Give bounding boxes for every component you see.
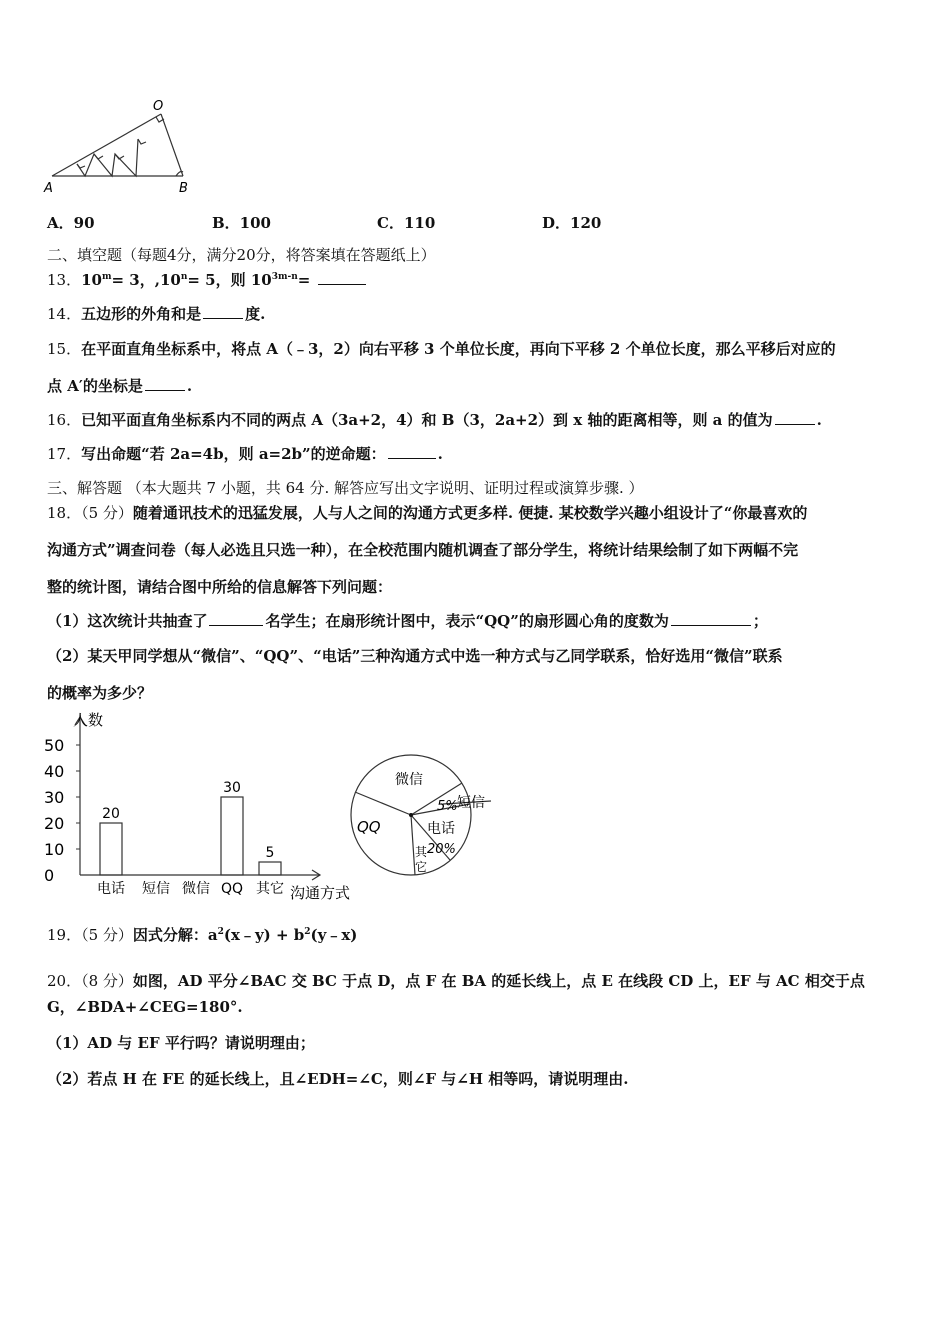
- option-d: D．120: [542, 214, 602, 232]
- question-18-part1: （1）这次统计共抽查了 名学生；在扇形统计图中，表示“QQ”的扇形圆心角的度数为 ；: [47, 612, 768, 630]
- category-label: 微信: [182, 881, 210, 897]
- pie-label-dianhua-pct: 20%: [427, 842, 456, 857]
- pie-label-weixin: 微信: [395, 772, 423, 788]
- x-axis-label: 沟通方式: [290, 884, 351, 902]
- y-tick-label: 20: [44, 814, 65, 833]
- y-tick-label: 0: [44, 866, 55, 885]
- question-18-line3: 整的统计图，请结合图中所给的信息解答下列问题：: [47, 578, 393, 596]
- option-c: C．110: [377, 214, 436, 232]
- right-angle-mark-3: [115, 154, 124, 159]
- right-angle-mark-4: [138, 139, 146, 144]
- section2-heading: 二、填空题（每题4分，满分20分，将答案填在答题纸上）: [47, 246, 436, 264]
- question-16: 16．已知平面直角坐标系内不同的两点 A（3a+2，4）和 B（3，2a+2）到 x 轴的距离相等，则 a 的值为 .: [47, 411, 822, 429]
- question-13: 13．$10^m= 3$，$,10^n= 5$，则 $10^{3m-n}=$: [47, 270, 368, 290]
- pie-label-qq: QQ: [357, 818, 381, 836]
- label-o: O: [153, 99, 164, 114]
- answer-blank: [203, 304, 243, 319]
- answer-blank: [209, 611, 263, 626]
- pie-label-duanxin-pct: 5%: [437, 799, 458, 814]
- pie-label-duanxin: 短信: [457, 795, 485, 811]
- answer-blank: [671, 611, 751, 626]
- question-15-line2: 点 A′的坐标是 .: [47, 377, 193, 395]
- triangle-figure: [40, 92, 210, 200]
- y-tick-label: 10: [44, 840, 65, 859]
- answer-blank: [775, 410, 815, 425]
- pie-label-qita-1: 其: [415, 845, 428, 859]
- right-angle-mark-1: [77, 164, 85, 168]
- pie-label-dianhua: 电话: [427, 821, 455, 837]
- question-15-line1: 15．在平面直角坐标系中，将点 A（﹣3，2）向右平移 3 个单位长度，再向下平移 2 个单位长度，那么平移后对应的: [47, 340, 836, 358]
- label-b: B: [179, 181, 188, 196]
- option-a: A．90: [47, 214, 95, 232]
- y-tick-label: 40: [44, 762, 65, 781]
- section3-heading: 三、解答题 （本大题共 7 小题，共 64 分. 解答应写出文字说明、证明过程或演算步骤. ）: [47, 479, 644, 497]
- question-17: 17．写出命题“若 2a=4b，则 a=2b”的逆命题： .: [47, 445, 443, 463]
- question-20-line2: G，∠BDA+∠CEG=180°.: [47, 998, 243, 1016]
- question-18-line2: 沟通方式”调查问卷（每人必选且只选一种），在全校范围内随机调查了部分学生，将统计结果绘制了如下两幅不完: [47, 541, 799, 559]
- bar-4: [221, 797, 243, 875]
- question-20-part2: （2）若点 H 在 FE 的延长线上，且∠EDH=∠C，则∠F 与∠H 相等吗，请说明理由.: [47, 1070, 629, 1088]
- bar-value-label: 5: [265, 845, 275, 861]
- pie-label-qita-2: 它: [415, 860, 428, 874]
- category-label: 短信: [142, 881, 170, 897]
- bar-value-label: 30: [223, 780, 241, 796]
- option-b: B．100: [212, 214, 271, 232]
- pie-center: [409, 813, 413, 817]
- segment-ob: [161, 114, 183, 176]
- y-tick-label: 30: [44, 788, 65, 807]
- right-angle-mark-2: [94, 154, 103, 159]
- pie-chart: [345, 752, 505, 882]
- answer-blank: [388, 444, 436, 459]
- slice-boundary-qq-weixin: [355, 792, 411, 815]
- bar-1: [100, 823, 122, 875]
- bar-5: [259, 862, 281, 875]
- question-14: 14．五边形的外角和是 度.: [47, 305, 266, 323]
- question-20-part1: （1）AD 与 EF 平行吗？请说明理由；: [47, 1034, 315, 1052]
- bar-value-label: 20: [102, 806, 120, 822]
- question-18-part2-line1: （2）某天甲同学想从“微信”、“QQ”、“电话”三种沟通方式中选一种方式与乙同学联系，恰好选用“微信”联系: [47, 647, 783, 665]
- category-label: 其它: [256, 881, 284, 897]
- segment-ao: [52, 114, 161, 176]
- bar-chart: [40, 705, 365, 905]
- question-19: 19．（5 分）因式分解：$a^2(x﹣y)$ + $b^2(y﹣x)$: [47, 926, 358, 944]
- category-label: 电话: [97, 881, 125, 897]
- question-20-line1: 20．（8 分）如图，AD 平分∠BAC 交 BC 于点 D，点 F 在 BA 的延长线上，点 E 在线段 CD 上，EF 与 AC 相交于点: [47, 972, 865, 990]
- answer-blank: [145, 376, 185, 391]
- category-label: QQ: [220, 881, 244, 897]
- question-18-part2-line2: 的概率为多少？: [47, 684, 153, 702]
- label-a: A: [44, 181, 53, 196]
- y-tick-label: 50: [44, 736, 65, 755]
- answer-blank: [318, 270, 366, 285]
- y-axis-label: 人数: [73, 711, 104, 729]
- question-18-line1: 18．（5 分）随着通讯技术的迅猛发展，人与人之间的沟通方式更多样. 便捷. 某校数学兴趣小组设计了“你最喜欢的: [47, 504, 808, 522]
